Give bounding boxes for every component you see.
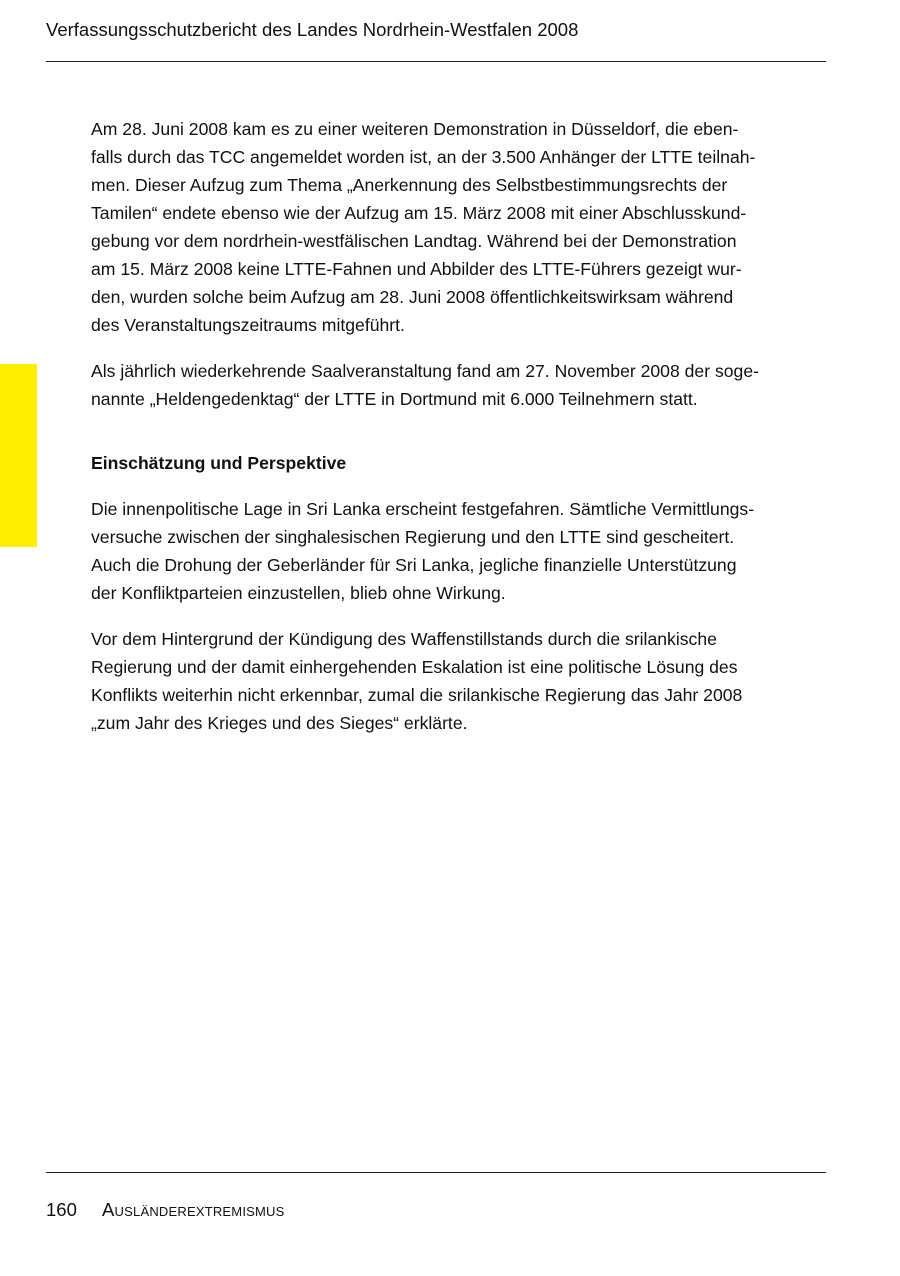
text-line: Am 28. Juni 2008 kam es zu einer weiteren Demonstration in Düsseldorf, die eben- <box>91 119 739 139</box>
section-heading: Einschätzung und Perspektive <box>91 453 347 473</box>
text-line: am 15. März 2008 keine LTTE-Fahnen und Abbilder des LTTE-Führers gezeigt wur- <box>91 259 742 279</box>
body-paragraph-2 <box>91 357 831 413</box>
text-line: Die innenpolitische Lage in Sri Lanka erscheint festgefahren. Sämtliche Vermittlungs- <box>91 499 755 519</box>
body-paragraph-4 <box>91 625 831 737</box>
running-header-title: Verfassungsschutzbericht des Landes Nordrhein-Westfalen 2008 <box>46 19 579 40</box>
page-number: 160 <box>46 1199 77 1220</box>
footer-divider <box>46 1172 826 1173</box>
chapter-side-tab <box>0 364 37 547</box>
chapter-title: Ausländerextremismus <box>102 1199 285 1220</box>
text-line: des Veranstaltungszeitraums mitgeführt. <box>91 315 405 335</box>
text-line: versuche zwischen der singhalesischen Regierung und den LTTE sind gescheitert. <box>91 527 735 547</box>
text-line: Regierung und der damit einhergehenden Eskalation ist eine politische Lösung des <box>91 657 738 677</box>
text-line: nannte „Heldengedenktag“ der LTTE in Dortmund mit 6.000 Teilnehmern statt. <box>91 389 698 409</box>
text-line: men. Dieser Aufzug zum Thema „Anerkennung des Selbstbestimmungsrechts der <box>91 175 728 195</box>
text-line: Als jährlich wiederkehrende Saalveranstaltung fand am 27. November 2008 der soge- <box>91 361 759 381</box>
text-line: der Konfliktparteien einzustellen, blieb ohne Wirkung. <box>91 583 506 603</box>
text-line: den, wurden solche beim Aufzug am 28. Juni 2008 öffentlichkeitswirksam während <box>91 287 734 307</box>
text-line: Vor dem Hintergrund der Kündigung des Waffenstillstands durch die srilankische <box>91 629 717 649</box>
text-line: Konflikts weiterhin nicht erkennbar, zumal die srilankische Regierung das Jahr 2008 <box>91 685 743 705</box>
text-line: gebung vor dem nordrhein-westfälischen Landtag. Während bei der Demonstration <box>91 231 737 251</box>
body-paragraph-1 <box>91 115 831 339</box>
page-body <box>91 115 831 755</box>
text-line: falls durch das TCC angemeldet worden ist, an der 3.500 Anhänger der LTTE teilnah- <box>91 147 756 167</box>
text-line: Tamilen“ endete ebenso wie der Aufzug am 15. März 2008 mit einer Abschlusskund- <box>91 203 747 223</box>
body-paragraph-3 <box>91 495 831 607</box>
page-footer <box>46 1198 285 1222</box>
text-line: Auch die Drohung der Geberländer für Sri Lanka, jegliche finanzielle Unterstützung <box>91 555 737 575</box>
header-divider <box>46 61 826 62</box>
text-line: „zum Jahr des Krieges und des Sieges“ erklärte. <box>91 713 468 733</box>
